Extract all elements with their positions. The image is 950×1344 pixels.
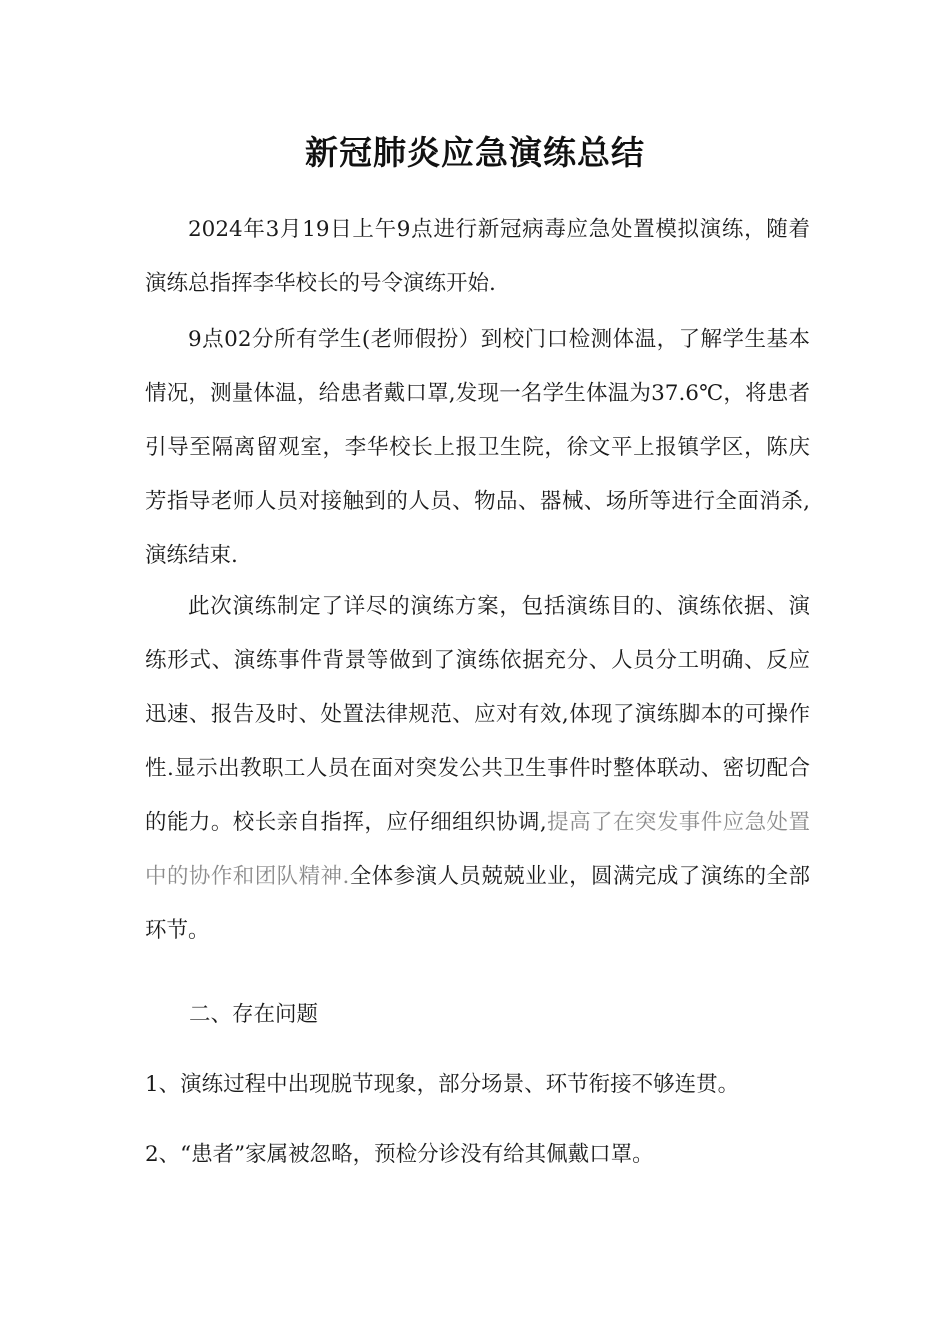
evaluation-text-1: 此次演练制定了详尽的演练方案，包括演练目的、演练依据、演练形式、演练事件背景等做到了演练依据充分、人员分工明确、反应迅速、报告及时、处置法律规范、应对有效,体现了演练脚本的可操作性.显示出教职工人员在面对突发公共卫生事件时整体联动、密切配合的能力。校长亲自指挥，应仔细组织协调, — [145, 594, 810, 835]
issue-item-1: 1、演练过程中出现脱节现象，部分场景、环节衔接不够连贯。 — [145, 1072, 740, 1097]
paragraph-drill-start: 2024年3月19日上午9点进行新冠病毒应急处置模拟演练，随着演练总指挥李华校长的号令演练开始. — [145, 217, 810, 296]
document-title: 新冠肺炎应急演练总结 — [305, 133, 645, 172]
paragraph-drill-evaluation — [145, 580, 810, 958]
evaluation-text-2: 全体参演人员兢兢业业，圆满完成了演练的全部环节。 — [145, 864, 810, 943]
section-heading-problems: 二、存在问题 — [189, 1002, 319, 1027]
issue-item-2: 2、“患者”家属被忽略，预检分诊没有给其佩戴口罩。 — [145, 1142, 654, 1167]
evaluation-text-faded: 提高了在突发事件应急处置中的协作和团队精神. — [145, 810, 810, 889]
paragraph-drill-process: 9点02分所有学生(老师假扮）到校门口检测体温，了解学生基本情况，测量体温，给患者戴口罩,发现一名学生体温为37.6℃，将患者引导至隔离留观室，李华校长上报卫生院，徐文平上报镇学区，陈庆芳指导老师人员对接触到的人员、物品、器械、场所等进行全面消杀,演练结束. — [145, 327, 810, 568]
